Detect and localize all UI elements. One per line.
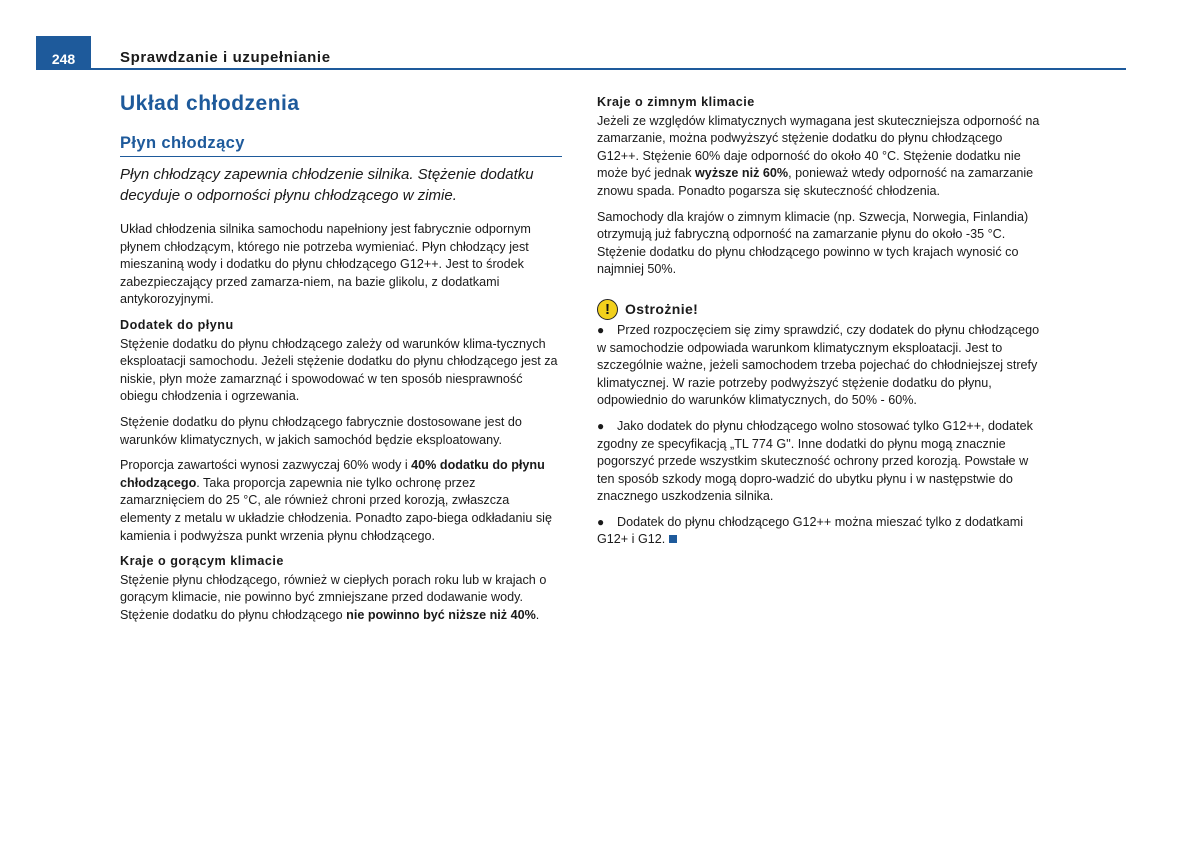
additive-paragraph-2: Stężenie dodatku do płynu chłodzącego fabrycznie dostosowane jest do warunków klimatycznych, w jakich samochód będzie eksploatowany. xyxy=(120,414,522,447)
hot-climate-paragraph xyxy=(120,572,562,625)
caution-header xyxy=(597,299,1042,320)
intro-paragraph: Układ chłodzenia silnika samochodu napełniony jest fabrycznie odpornym płynem chłodzącym, którego nie potrzeba wymieniać. Płyn chłodzący jest mieszaniną wody i dodatku do płynu chłodzącego G12++. Jest to środek zabezpieczający przed zamarza-niem, na bazie glikolu, z dodatkami antykorozyjnymi. xyxy=(120,222,531,307)
subsection-title: Płyn chłodzący xyxy=(120,134,562,157)
bullet-icon: ● xyxy=(597,418,605,433)
cold-climate-heading: Kraje o zimnym klimacie xyxy=(597,95,755,109)
hot-climate-end: . xyxy=(535,607,540,622)
bullet-icon: ● xyxy=(597,514,605,529)
right-column xyxy=(597,94,1042,557)
cold-climate-text-continued: , ponieważ wtedy odporność na zamarzanie znowu spada. Ponadto pogarsza się skuteczność chłodzenia. xyxy=(597,166,1034,198)
running-header-title: Sprawdzanie i uzupełnianie xyxy=(120,49,331,66)
caution-bullet xyxy=(597,322,1042,410)
ratio-text-continued: . Taka proporcja zapewnia nie tylko ochronę przez zamarznięciem do 25 °C, ale również chroni przed korozją, zwłaszcza elementy z metalu w układzie chłodzenia. Ponadto zapo-biega odkładaniu się kamienia i podwyższa punkt wrzenia płynu chłodzącego. xyxy=(120,475,552,543)
caution-bullet-text: Przed rozpoczęciem się zimy sprawdzić, czy dodatek do płynu chłodzącego w samochodzie odpowiada warunkom klimatycznym eksploatacji. Jest to szczególnie ważne, jeżeli samochodem trzeba pojechać do chłodniejszej strefy klimatycznej. W razie potrzeby podwyższyć stężenie dodatku do płynu, odpowiednio do warunków klimatycznych, do 50% - 60%. xyxy=(597,322,1040,408)
cold-climate-emphasis: wyższe niż 60% xyxy=(695,166,789,181)
caution-bullet-text: Dodatek do płynu chłodzącego G12++ można mieszać tylko z dodatkami G12+ i G12. xyxy=(597,514,1024,547)
hot-climate-text: Stężenie płynu chłodzącego, również w ciepłych porach roku lub w krajach o gorącym klimacie, nie powinno być zmniejszane przed dodawanie wody. Stężenie dodatku do płynu chłodzącego xyxy=(120,572,547,622)
lead-paragraph: Płyn chłodzący zapewnia chłodzenie silnika. Stężenie dodatku decyduje o odporności płynu chłodzącego w zimie. xyxy=(120,166,534,204)
left-column xyxy=(120,92,562,632)
ratio-paragraph xyxy=(120,457,562,545)
ratio-text: Proporcja zawartości wynosi zazwyczaj 60% wody i xyxy=(120,458,412,473)
caution-bullet xyxy=(597,418,1042,506)
cold-climate-text: Jeżeli ze względów klimatycznych wymagana jest skuteczniejsza odporność na zamarzanie, można podwyższyć stężenie dodatku do płynu chłodzącego G12++. Stężenie 60% daje odporność do około 40 °C. Stężenie dodatku nie może być jednak xyxy=(597,113,1040,181)
ratio-emphasis: 40% dodatku do płynu chłodzącego xyxy=(120,458,545,490)
hot-climate-emphasis: nie powinno być niższe niż 40% xyxy=(346,607,536,622)
caution-bullet xyxy=(597,514,1042,549)
caution-bullet-text: Jako dodatek do płynu chłodzącego wolno stosować tylko G12++, dodatek zgodny ze specyfikacją „TL 774 G". Inne dodatki do płynu mogą znacznie pogorszyć przede wszystkim skuteczność ochrony przed korozją. Powstałe w ten sposób szkody mogą dopro-wadzić do ubytku płynu i w następstwie do znacznego uszkodzenia silnika. xyxy=(597,418,1033,504)
chapter-title: Układ chłodzenia xyxy=(120,92,300,115)
warning-icon: ! xyxy=(597,299,618,320)
additive-heading: Dodatek do płynu xyxy=(120,317,234,332)
page-number: 248 xyxy=(36,36,91,69)
additive-paragraph-1: Stężenie dodatku do płynu chłodzącego zależy od warunków klima-tycznych eksploatacji samochodu. Jeżeli stężenie dodatku do płynu chłodzącego jest za niskie, płyn może zamarznąć i spowodować w ten sposób niesprawność obiegu chłodzenia i ogrzewania. xyxy=(120,336,558,404)
hot-climate-heading: Kraje o gorącym klimacie xyxy=(120,554,284,569)
bullet-icon: ● xyxy=(597,322,605,337)
cold-climate-paragraph-2: Samochody dla krajów o zimnym klimacie (np. Szwecja, Norwegia, Finlandia) otrzymują już fabryczną odporność na zamarzanie płynu do około -35 °C. Stężenie dodatku do płynu chłodzącego powinno w tych krajach wynosić co najmniej 50%. xyxy=(597,209,1029,277)
end-of-section-icon xyxy=(669,535,677,543)
caution-label: Ostrożnie! xyxy=(625,301,699,318)
header-rule xyxy=(36,68,1126,70)
cold-climate-paragraph-1 xyxy=(597,113,1042,201)
